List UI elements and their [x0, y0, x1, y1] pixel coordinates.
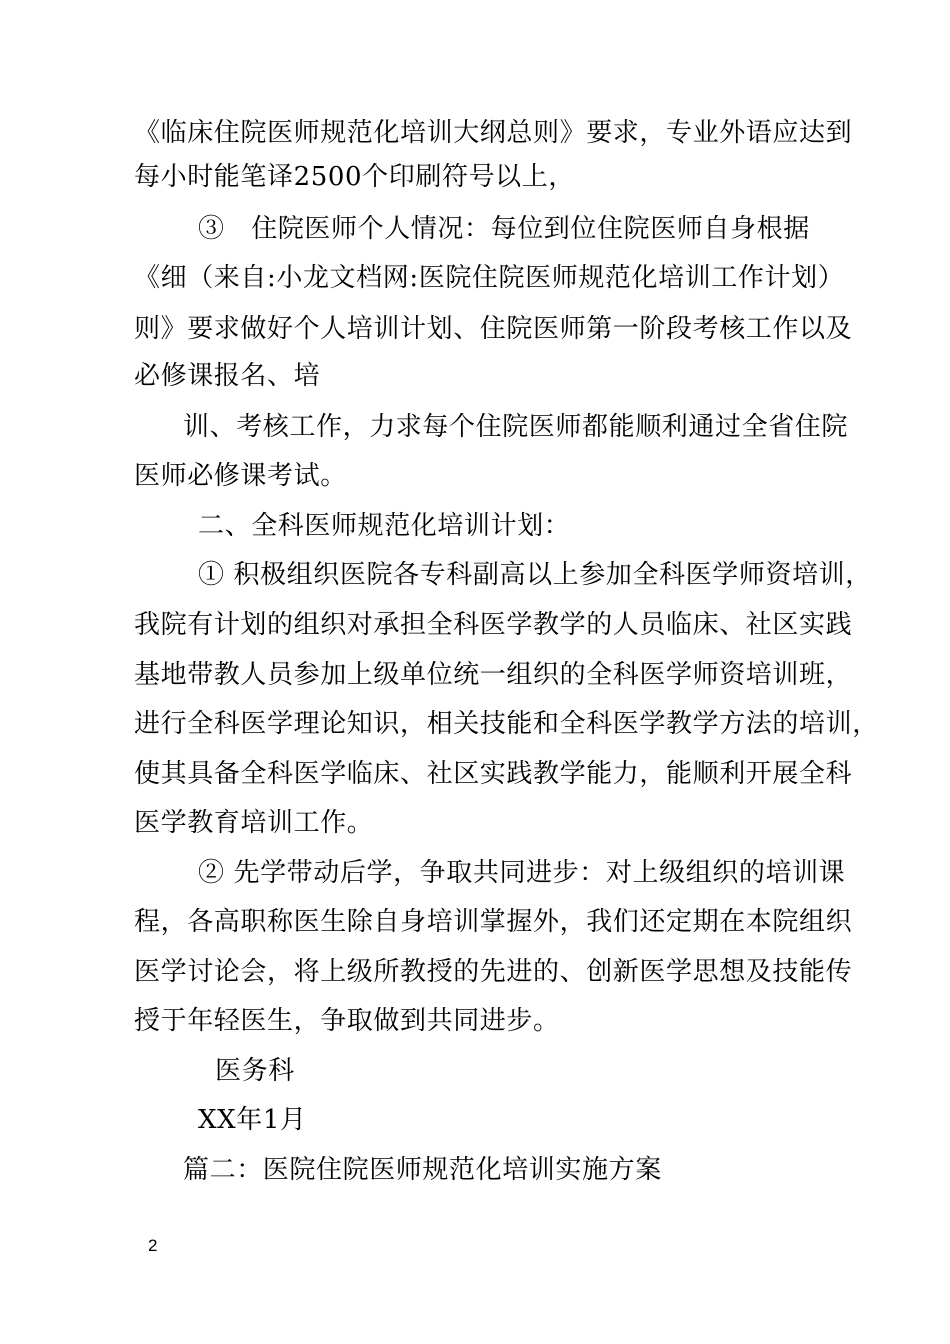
- text-line: ③ 住院医师个人情况：每位到位住院医师自身根据: [198, 214, 810, 244]
- text-line: 程，各高职称医生除自身培训掌握外，我们还定期在本院组织: [134, 907, 853, 937]
- section-heading: 二、全科医师规范化培训计划：: [198, 511, 571, 541]
- page-number: 2: [148, 1236, 158, 1255]
- text-line: 《细（来自:小龙文档网:医院住院医师规范化培训工作计划）: [134, 263, 845, 293]
- text-line: 必修课报名、培: [134, 361, 321, 391]
- text-line: 则》要求做好个人培训计划、住院医师第一阶段考核工作以及: [134, 314, 853, 344]
- text-line: ② 先学带动后学，争取共同进步：对上级组织的培训课: [198, 858, 846, 888]
- text-line: ① 积极组织医院各专科副高以上参加全科医学师资培训，: [198, 560, 872, 590]
- text-line: 进行全科医学理论知识，相关技能和全科医学教学方法的培训，: [134, 709, 879, 739]
- text-line: 《临床住院医师规范化培训大纲总则》要求，专业外语应达到: [134, 118, 853, 148]
- text-line: 授于年轻医生，争取做到共同进步。: [134, 1006, 560, 1036]
- signature-date: XX年1月: [198, 1105, 307, 1135]
- text-line: 医学教育培训工作。: [134, 808, 374, 838]
- text-line: 训、考核工作，力求每个住院医师都能顺利通过全省住院: [183, 412, 849, 442]
- signature-department: 医务科: [215, 1056, 295, 1086]
- text-line: 使其具备全科医学临床、社区实践教学能力，能顺利开展全科: [134, 759, 853, 789]
- section-title: 篇二：医院住院医师规范化培训实施方案: [183, 1155, 662, 1185]
- text-line: 我院有计划的组织对承担全科医学教学的人员临床、社区实践: [134, 610, 853, 640]
- text-line: 基地带教人员参加上级单位统一组织的全科医学师资培训班，: [134, 660, 853, 690]
- text-line: 医师必修课考试。: [134, 461, 347, 491]
- text-line: 医学讨论会，将上级所教授的先进的、创新医学思想及技能传: [134, 957, 853, 987]
- text-line: 每小时能笔译2500个印刷符号以上，: [134, 162, 575, 192]
